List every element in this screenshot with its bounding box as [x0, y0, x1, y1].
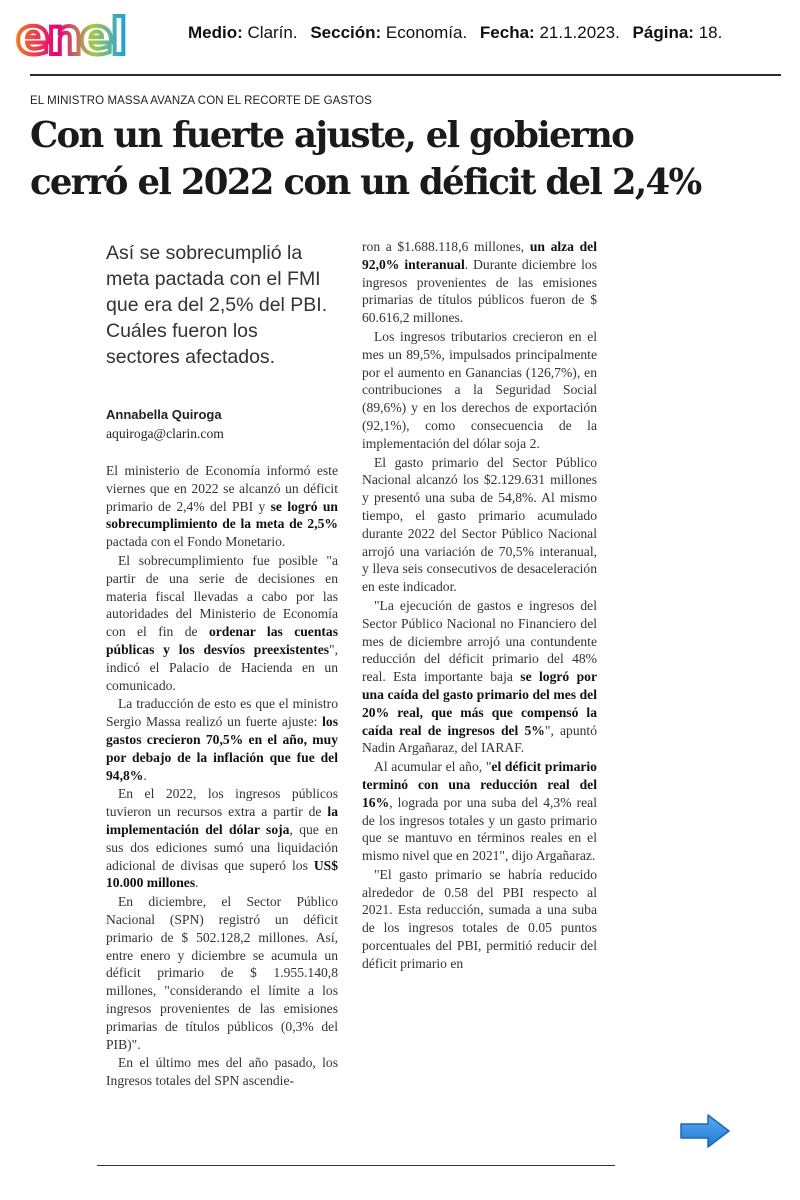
- paragraph: Al acumular el año, "el déficit primario terminó con una reducción real del 16%, lograda por una suba del 4,3% real de los ingresos totales y un gasto primario que se mantuvo en términos reales en el mismo nivel que en 2021", dijo Argañaraz.: [362, 759, 597, 864]
- paragraph: "El gasto primario se habría reducido alrededor de 0.58 del PBI respecto al 2021. Esta reducción, sumada a una suba de los ingresos totales de 0.05 puntos porcentuales del PBI, permitió reducir del déficit primario en: [362, 866, 597, 971]
- paragraph: El gasto primario del Sector Público Nacional alcanzó los $2.129.631 millones y presentó una suba de 54,8%. Al mismo tiempo, el gasto primario acumulado durante 2022 del Sector Público Nacional arrojó una variación de 70,5% interanual, y lleva seis consecutivos de desaceleración en este indicador.: [362, 454, 597, 595]
- author-email: aquiroga@clarin.com: [106, 426, 224, 441]
- article-column-1: [106, 462, 338, 1090]
- paragraph: En diciembre, el Sector Público Nacional (SPN) registró un déficit primario de $ 502.128,2 millones. Así, entre enero y diciembre se acumula un déficit primario de $ 1.955.140,8 millones, "considerando el límite a los ingresos provenientes de las emisiones primarias de títulos públicos (0,3% del PIB)".: [106, 894, 338, 1052]
- headline-line-2: cerró el 2022 con un déficit del 2,4%: [30, 162, 701, 203]
- paragraph: En el último mes del año pasado, los Ingresos totales del SPN ascendie-: [106, 1055, 338, 1089]
- paragraph: La traducción de esto es que el ministro Sergio Massa realizó un fuerte ajuste: los gastos crecieron 70,5% en el año, muy por debajo de la inflación que fue del 94,8%.: [106, 696, 338, 783]
- source-metadata: [188, 23, 722, 43]
- byline: [106, 405, 224, 443]
- pagina-label: Página:: [632, 23, 694, 42]
- paragraph: El sobrecumplimiento fue posible "a partir de una serie de decisiones en materia fiscal llevadas a cabo por las autoridades del Ministerio de Economía con el fin de ordenar las cuentas públicas y los desvíos preexistentes", indicó el Palacio de Hacienda en un comunicado.: [106, 552, 338, 693]
- author-name: Annabella Quiroga: [106, 407, 222, 422]
- footer-divider: [97, 1165, 615, 1166]
- article-subhead: Así se sobrecumplió la meta pactada con el FMI que era del 2,5% del PBI. Cuáles fueron los sectores afectados.: [106, 242, 328, 368]
- article-column-2: [362, 238, 597, 973]
- paragraph: Los ingresos tributarios crecieron en el mes un 89,5%, impulsados principalmente por el aumento en Ganancias (126,7%), en contribuciones a la Seguridad Social (89,6%) y en los derechos de exportación (92,1%), como consecuencia de la implementación del dólar soja 2.: [362, 328, 597, 451]
- paragraph: En el 2022, los ingresos públicos tuvieron un recursos extra a partir de la implementación del dólar soja, que en sus dos ediciones sumó una liquidación adicional de divisas que superó los US$ 10.000 millones.: [106, 786, 338, 891]
- paragraph: El ministerio de Economía informó este viernes que en 2022 se alcanzó un déficit primario de 2,4% del PBI y se logró un sobrecumplimiento de la meta de 2,5% pactada con el Fondo Monetario.: [106, 463, 338, 550]
- article-headline: [30, 112, 780, 206]
- headline-line-1: Con un fuerte ajuste, el gobierno: [30, 115, 634, 156]
- enel-logo: [16, 14, 166, 64]
- paragraph: "La ejecución de gastos e ingresos del Sector Público Nacional no Financiero del mes de diciembre arrojó una contundente reducción del déficit primario del 48% real. Esta importante baja se logró por una caída del gasto primario del mes del 20% real, que más que compensó la caída real de ingresos del 5%", apuntó Nadin Argañaraz, del IARAF.: [362, 597, 598, 756]
- header-divider: [30, 74, 781, 76]
- fecha-label: Fecha:: [479, 23, 535, 42]
- article-kicker: EL MINISTRO MASSA AVANZA CON EL RECORTE DE GASTOS: [30, 95, 372, 107]
- pagina-value: 18.: [698, 23, 723, 42]
- fecha-value: 21.1.2023.: [539, 23, 620, 42]
- seccion-label: Sección:: [310, 23, 382, 42]
- seccion-value: Economía.: [385, 23, 468, 42]
- medio-value: Clarín.: [247, 23, 298, 42]
- medio-label: Medio:: [188, 23, 243, 42]
- svg-text:enel: enel: [16, 14, 125, 64]
- right-arrow-icon[interactable]: [678, 1113, 732, 1149]
- paragraph: ron a $1.688.118,6 millones, un alza del 92,0% interanual. Durante diciembre los ingresos provenientes de las emisiones primarias de títulos públicos fueron de $ 60.616,2 millones.: [362, 239, 598, 326]
